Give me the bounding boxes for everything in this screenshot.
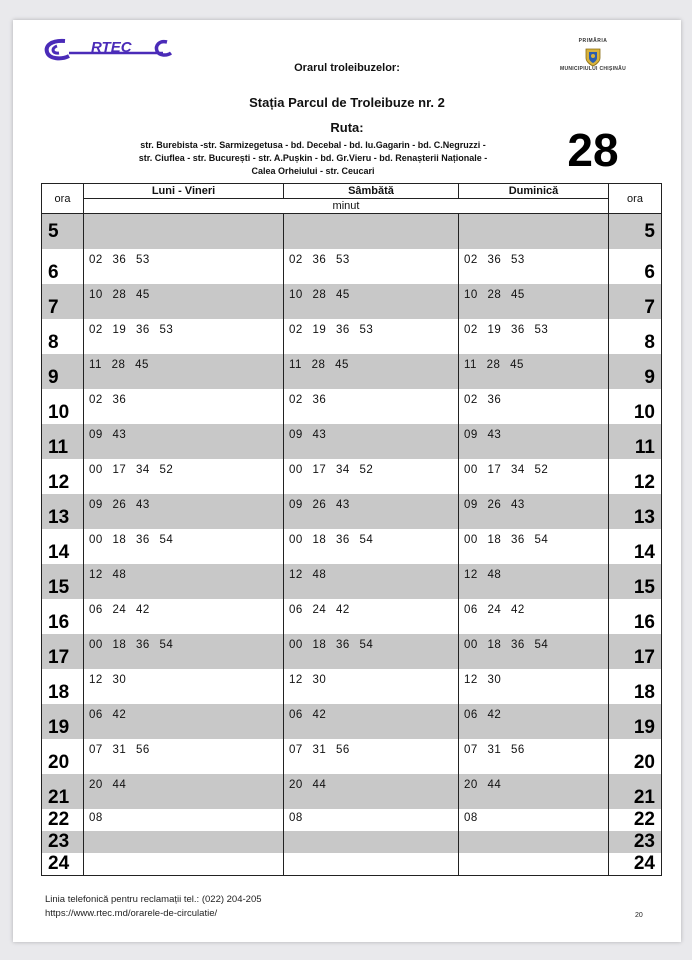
hour-label-left: 22	[48, 809, 70, 830]
minutes-sun: 00 18 36 54	[464, 639, 549, 651]
minutes-sat: 09 26 43	[289, 499, 350, 511]
table-row	[42, 853, 662, 876]
hour-label-right: 24	[633, 853, 655, 874]
minutes-wd: 09 43	[89, 429, 127, 441]
hour-label-left: 15	[48, 577, 70, 598]
minutes-sat: 02 36	[289, 394, 327, 406]
minutes-sat: 07 31 56	[289, 744, 350, 756]
minutes-wd: 09 26 43	[89, 499, 150, 511]
minutes-sat: 10 28 45	[289, 289, 350, 301]
hour-label-right: 6	[644, 262, 655, 283]
minutes-sat: 06 42	[289, 709, 327, 721]
minutes-wd: 06 42	[89, 709, 127, 721]
day-header-sunday: Duminică	[459, 184, 609, 199]
minutes-sun: 02 19 36 53	[464, 324, 549, 336]
table-row	[42, 389, 662, 424]
hour-label-left: 23	[48, 831, 70, 852]
rtec-logo-text: RTEC	[91, 39, 132, 56]
minutes-sun: 12 30	[464, 674, 502, 686]
minutes-sun: 12 48	[464, 569, 502, 581]
minutes-wd: 02 19 36 53	[89, 324, 174, 336]
hour-label-left: 24	[48, 853, 70, 874]
minutes-sun	[459, 853, 608, 856]
primaria-bottom-text: MUNICIPIULUI CHIȘINĂU	[559, 66, 627, 72]
table-row	[42, 599, 662, 634]
minutes-sat: 02 36 53	[289, 254, 350, 266]
hour-label-right: 20	[633, 752, 655, 773]
minutes-sun: 06 42	[464, 709, 502, 721]
minutes-sat	[284, 853, 458, 856]
hour-label-left: 7	[48, 297, 59, 318]
day-header-weekday: Luni - Vineri	[84, 184, 284, 199]
table-row	[42, 704, 662, 739]
route-line: str. Ciuflea - str. București - str. A.Pușkin - bd. Gr.Vieru - bd. Renașterii Naționale -	[138, 153, 488, 163]
table-row	[42, 831, 662, 853]
hour-label-left: 16	[48, 612, 70, 633]
minutes-sun: 20 44	[464, 779, 502, 791]
primaria-top-text: PRIMĂRIA	[578, 38, 608, 44]
minute-header: minut	[84, 199, 609, 214]
line-number: 28	[567, 124, 619, 176]
hour-label-left: 18	[48, 682, 70, 703]
minutes-sat: 20 44	[289, 779, 327, 791]
hour-label-right: 19	[633, 717, 655, 738]
hour-label-right: 10	[633, 402, 655, 423]
minutes-sun	[459, 214, 608, 219]
hour-label-left: 8	[48, 332, 59, 353]
route-label: Ruta:	[330, 120, 364, 135]
hour-label-left: 20	[48, 752, 70, 773]
hour-label-left: 17	[48, 647, 70, 668]
minutes-wd: 02 36 53	[89, 254, 150, 266]
minutes-sun: 07 31 56	[464, 744, 525, 756]
hour-label-right: 13	[633, 507, 655, 528]
hour-label-left: 9	[48, 367, 59, 388]
minutes-sun: 09 43	[464, 429, 502, 441]
hour-label-left: 10	[48, 402, 70, 423]
hour-label-right: 17	[633, 647, 655, 668]
minutes-sun: 00 17 34 52	[464, 464, 549, 476]
table-row	[42, 809, 662, 831]
hour-label-right: 12	[633, 472, 655, 493]
minutes-sat: 02 19 36 53	[289, 324, 374, 336]
table-row	[42, 249, 662, 284]
table-row	[42, 564, 662, 599]
minutes-wd: 02 36	[89, 394, 127, 406]
hour-label-right: 11	[634, 437, 655, 458]
table-row	[42, 424, 662, 459]
hour-label-right: 8	[644, 332, 655, 353]
hour-label-left: 19	[48, 717, 70, 738]
minutes-wd: 07 31 56	[89, 744, 150, 756]
ora-header-left: ora	[42, 184, 84, 214]
table-row	[42, 669, 662, 704]
table-row	[42, 284, 662, 319]
table-row	[42, 354, 662, 389]
hour-label-left: 12	[48, 472, 70, 493]
hour-label-right: 21	[633, 787, 655, 808]
day-header-saturday: Sâmbătă	[284, 184, 459, 199]
table-row	[42, 459, 662, 494]
page-number: 20	[635, 912, 643, 919]
minutes-sat	[284, 214, 458, 219]
hour-label-left: 14	[48, 542, 70, 563]
station-name: Stația Parcul de Troleibuze nr. 2	[249, 95, 445, 110]
minutes-sun: 10 28 45	[464, 289, 525, 301]
route-line: str. Burebista -str. Sarmizegetusa - bd. Decebal - bd. Iu.Gagarin - bd. C.Negruzzi -	[140, 140, 486, 150]
minutes-wd: 06 24 42	[89, 604, 150, 616]
minutes-sun: 08	[464, 812, 478, 824]
hour-label-right: 16	[633, 612, 655, 633]
minutes-sat: 06 24 42	[289, 604, 350, 616]
timetable-sheet	[13, 20, 681, 942]
schedule-subtitle: Orarul troleibuzelor:	[294, 62, 400, 74]
ora-header-right: ora	[609, 184, 662, 214]
table-row	[42, 739, 662, 774]
table-row	[42, 774, 662, 809]
minutes-sun: 11 28 45	[464, 359, 524, 371]
table-row	[42, 214, 662, 250]
hour-label-right: 9	[644, 367, 655, 388]
complaint-phone: Linia telefonică pentru reclamații tel.: (022) 204-205	[45, 894, 262, 905]
minutes-sat	[284, 831, 458, 834]
minutes-wd: 12 48	[89, 569, 127, 581]
minutes-sat: 12 30	[289, 674, 327, 686]
minutes-wd	[84, 831, 283, 834]
minutes-sat: 12 48	[289, 569, 327, 581]
hour-label-left: 5	[48, 220, 59, 242]
table-row	[42, 529, 662, 564]
hour-label-left: 21	[48, 787, 70, 808]
hour-label-right: 5	[644, 220, 655, 242]
minutes-wd	[84, 214, 283, 219]
minutes-sun: 00 18 36 54	[464, 534, 549, 546]
route-line: Calea Orheiului - str. Ceucari	[251, 166, 375, 176]
minutes-sat: 00 17 34 52	[289, 464, 374, 476]
hour-label-right: 22	[633, 809, 655, 830]
hour-label-left: 6	[48, 262, 59, 283]
minutes-sun: 09 26 43	[464, 499, 525, 511]
footer-url: https://www.rtec.md/orarele-de-circulatie/	[45, 908, 218, 919]
minutes-wd: 00 17 34 52	[89, 464, 174, 476]
minutes-wd: 10 28 45	[89, 289, 150, 301]
minutes-sun: 02 36 53	[464, 254, 525, 266]
minutes-wd: 20 44	[89, 779, 127, 791]
minutes-wd: 11 28 45	[89, 359, 149, 371]
minutes-sun: 02 36	[464, 394, 502, 406]
minutes-sat: 11 28 45	[289, 359, 349, 371]
hour-label-right: 18	[633, 682, 655, 703]
minutes-sat: 09 43	[289, 429, 327, 441]
minutes-sun: 06 24 42	[464, 604, 525, 616]
hour-label-right: 7	[644, 297, 655, 318]
minutes-wd: 12 30	[89, 674, 127, 686]
rtec-logo	[43, 36, 183, 64]
timetable	[41, 183, 662, 876]
table-row	[42, 319, 662, 354]
minutes-sat: 08	[289, 812, 303, 824]
minutes-wd	[84, 853, 283, 856]
hour-label-right: 23	[633, 831, 655, 852]
minutes-wd: 00 18 36 54	[89, 534, 174, 546]
hour-label-left: 13	[48, 507, 70, 528]
minutes-wd: 00 18 36 54	[89, 639, 174, 651]
hour-label-right: 15	[633, 577, 655, 598]
hour-label-right: 14	[633, 542, 655, 563]
minutes-sat: 00 18 36 54	[289, 639, 374, 651]
table-row	[42, 494, 662, 529]
table-row	[42, 634, 662, 669]
route-description	[83, 139, 543, 178]
hour-label-left: 11	[48, 437, 69, 458]
minutes-wd: 08	[89, 812, 103, 824]
minutes-sat: 00 18 36 54	[289, 534, 374, 546]
minutes-sun	[459, 831, 608, 834]
